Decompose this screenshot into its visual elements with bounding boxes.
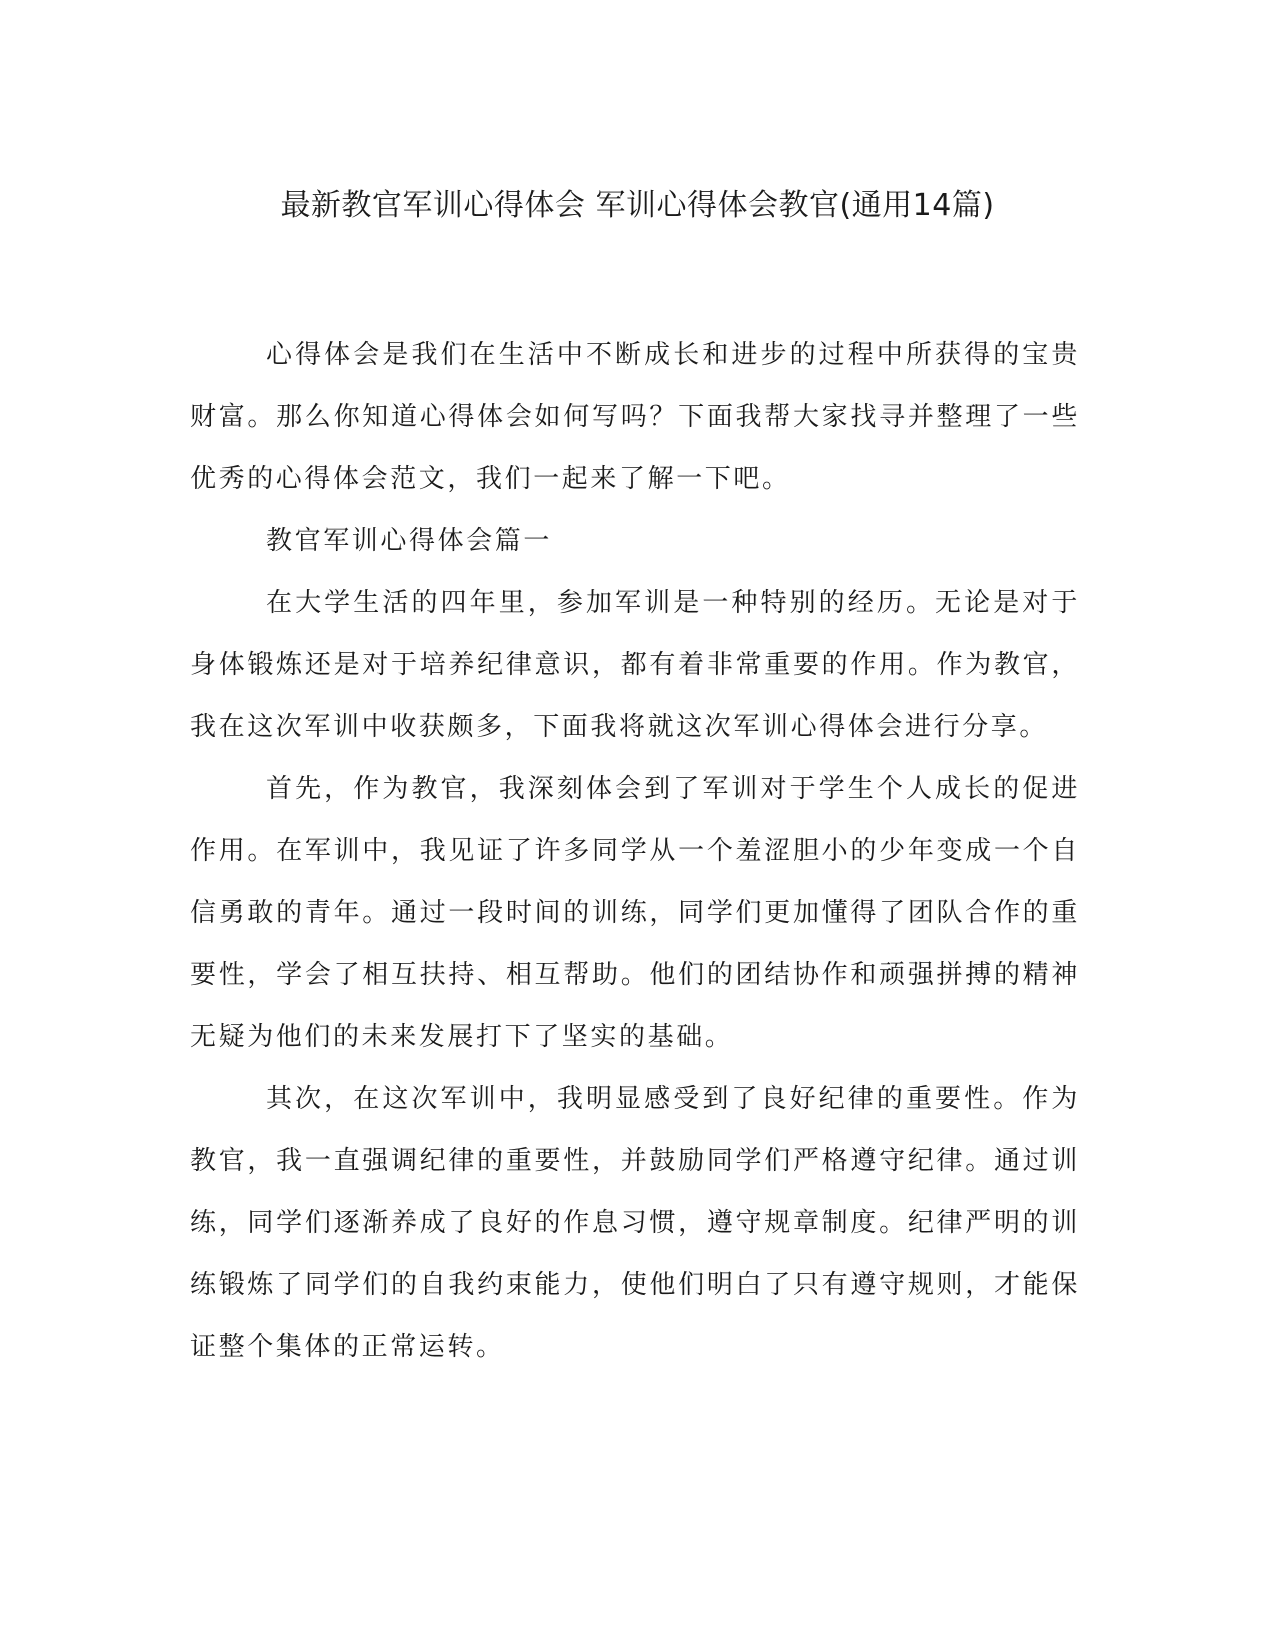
body-paragraph-1: 在大学生活的四年里，参加军训是一种特别的经历。无论是对于身体锻炼还是对于培养纪律意识，都有着非常重要的作用。作为教官，我在这次军训中收获颇多，下面我将就这次军训心得体会进行分享。 (190, 588, 1080, 742)
document-title: 最新教官军训心得体会 军训心得体会教官(通用14篇) (280, 188, 995, 223)
section-heading: 教官军训心得体会篇一 (266, 526, 553, 556)
intro-paragraph: 心得体会是我们在生活中不断成长和进步的过程中所获得的宝贵财富。那么你知道心得体会如何写吗？下面我帮大家找寻并整理了一些优秀的心得体会范文，我们一起来了解一下吧。 (190, 340, 1080, 494)
body-paragraph-3: 其次，在这次军训中，我明显感受到了良好纪律的重要性。作为教官，我一直强调纪律的重要性，并鼓励同学们严格遵守纪律。通过训练，同学们逐渐养成了良好的作息习惯，遵守规章制度。纪律严明的训练锻炼了同学们的自我约束能力，使他们明白了只有遵守规则，才能保证整个集体的正常运转。 (190, 1084, 1080, 1362)
document-body (190, 324, 1080, 1378)
body-paragraph-2: 首先，作为教官，我深刻体会到了军训对于学生个人成长的促进作用。在军训中，我见证了许多同学从一个羞涩胆小的少年变成一个自信勇敢的青年。通过一段时间的训练，同学们更加懂得了团队合作的重要性，学会了相互扶持、相互帮助。他们的团结协作和顽强拼搏的精神无疑为他们的未来发展打下了坚实的基础。 (190, 774, 1080, 1052)
